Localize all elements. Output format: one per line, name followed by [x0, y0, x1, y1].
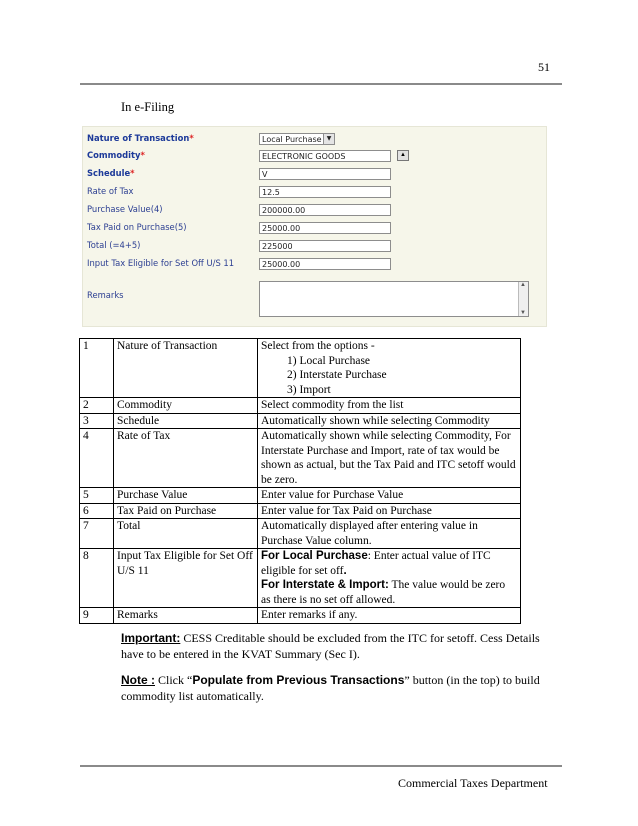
label-total: Total (=4+5) [87, 240, 141, 250]
label-nature: Nature of Transaction* [87, 133, 194, 143]
dropdown-arrow-icon[interactable]: ▼ [323, 134, 334, 144]
label-commodity: Commodity* [87, 150, 145, 160]
header-rule [80, 83, 562, 85]
table-row: 9 Remarks Enter remarks if any. [80, 608, 521, 624]
table-row: 3 Schedule Automatically shown while selecting Commodity [80, 413, 521, 429]
form-row-commodity [83, 150, 546, 167]
purchase-value-input[interactable]: 200000.00 [259, 204, 391, 216]
scroll-down-icon[interactable]: ▼ [520, 310, 526, 316]
field-cell: Input Tax Eligible for Set Off U/S 11 [114, 549, 258, 608]
table-row: 8 Input Tax Eligible for Set Off U/S 11 For Local Purchase: Enter actual value of ITC eligible for set off. For Interstate & Import: The value would be zero as there is no set off allowed. [80, 549, 521, 608]
form-row-rate [83, 186, 546, 203]
important-note: Important: CESS Creditable should be excluded from the ITC for setoff. Cess Details have to be entered in the KVAT Summary (Sec I). [121, 631, 540, 661]
options-list: 1) Local Purchase 2) Interstate Purchase 3) Import [287, 354, 387, 396]
remarks-textarea[interactable] [259, 281, 529, 317]
desc-cell: For Local Purchase: Enter actual value of ITC eligible for set off. For Interstate & Import: The value would be zero as there is no set off allowed. [258, 549, 521, 608]
table-row: 2 Commodity Select commodity from the list [80, 398, 521, 414]
page-number: 51 [538, 60, 550, 74]
commodity-input[interactable]: ELECTRONIC GOODS [259, 150, 391, 162]
total-input[interactable]: 225000 [259, 240, 391, 252]
label-remarks: Remarks [87, 290, 124, 300]
itc-input[interactable]: 25000.00 [259, 258, 391, 270]
commodity-lookup-icon[interactable]: ▲ [397, 150, 409, 161]
textarea-scrollbar[interactable] [518, 282, 528, 316]
efiling-form-screenshot [82, 126, 547, 327]
footer-text: Commercial Taxes Department [398, 776, 548, 790]
section-title: In e-Filing [121, 100, 175, 114]
label-tax-paid: Tax Paid on Purchase(5) [87, 222, 187, 232]
table-row: 5 Purchase Value Enter value for Purchase Value [80, 488, 521, 504]
label-rate: Rate of Tax [87, 186, 134, 196]
form-row-tax-paid [83, 222, 546, 239]
scroll-up-icon[interactable]: ▲ [520, 282, 526, 288]
table-row: 7 Total Automatically displayed after entering value in Purchase Value column. [80, 519, 521, 549]
populate-note: Note : Click “Populate from Previous Transactions” button (in the top) to build commodity list automatically. [121, 673, 540, 703]
desc-cell: Select from the options - 1) Local Purchase 2) Interstate Purchase 3) Import [258, 339, 521, 398]
label-schedule: Schedule* [87, 168, 135, 178]
form-row-itc [83, 258, 546, 275]
form-row-purchase-value [83, 204, 546, 221]
label-purchase-value: Purchase Value(4) [87, 204, 163, 214]
form-row-total [83, 240, 546, 257]
nature-select[interactable]: Local Purchase ▼ [259, 133, 335, 145]
footer-rule [80, 765, 562, 767]
rate-input[interactable]: 12.5 [259, 186, 391, 198]
schedule-input[interactable]: V [259, 168, 391, 180]
form-row-schedule [83, 168, 546, 185]
tax-paid-input[interactable]: 25000.00 [259, 222, 391, 234]
form-row-nature [83, 133, 546, 150]
label-itc: Input Tax Eligible for Set Off U/S 11 [87, 258, 235, 268]
table-row: 4 Rate of Tax Automatically shown while selecting Commodity, For Interstate Purchase and Import, rate of tax would be shown as actual, but the Tax Paid and ITC setoff would be zero. [80, 429, 521, 488]
field-description-table [79, 338, 521, 624]
table-row: 1 Nature of Transaction Select from the options - 1) Local Purchase 2) Interstate Purchase 3) Import [80, 339, 521, 398]
table-row: 6 Tax Paid on Purchase Enter value for Tax Paid on Purchase [80, 503, 521, 519]
